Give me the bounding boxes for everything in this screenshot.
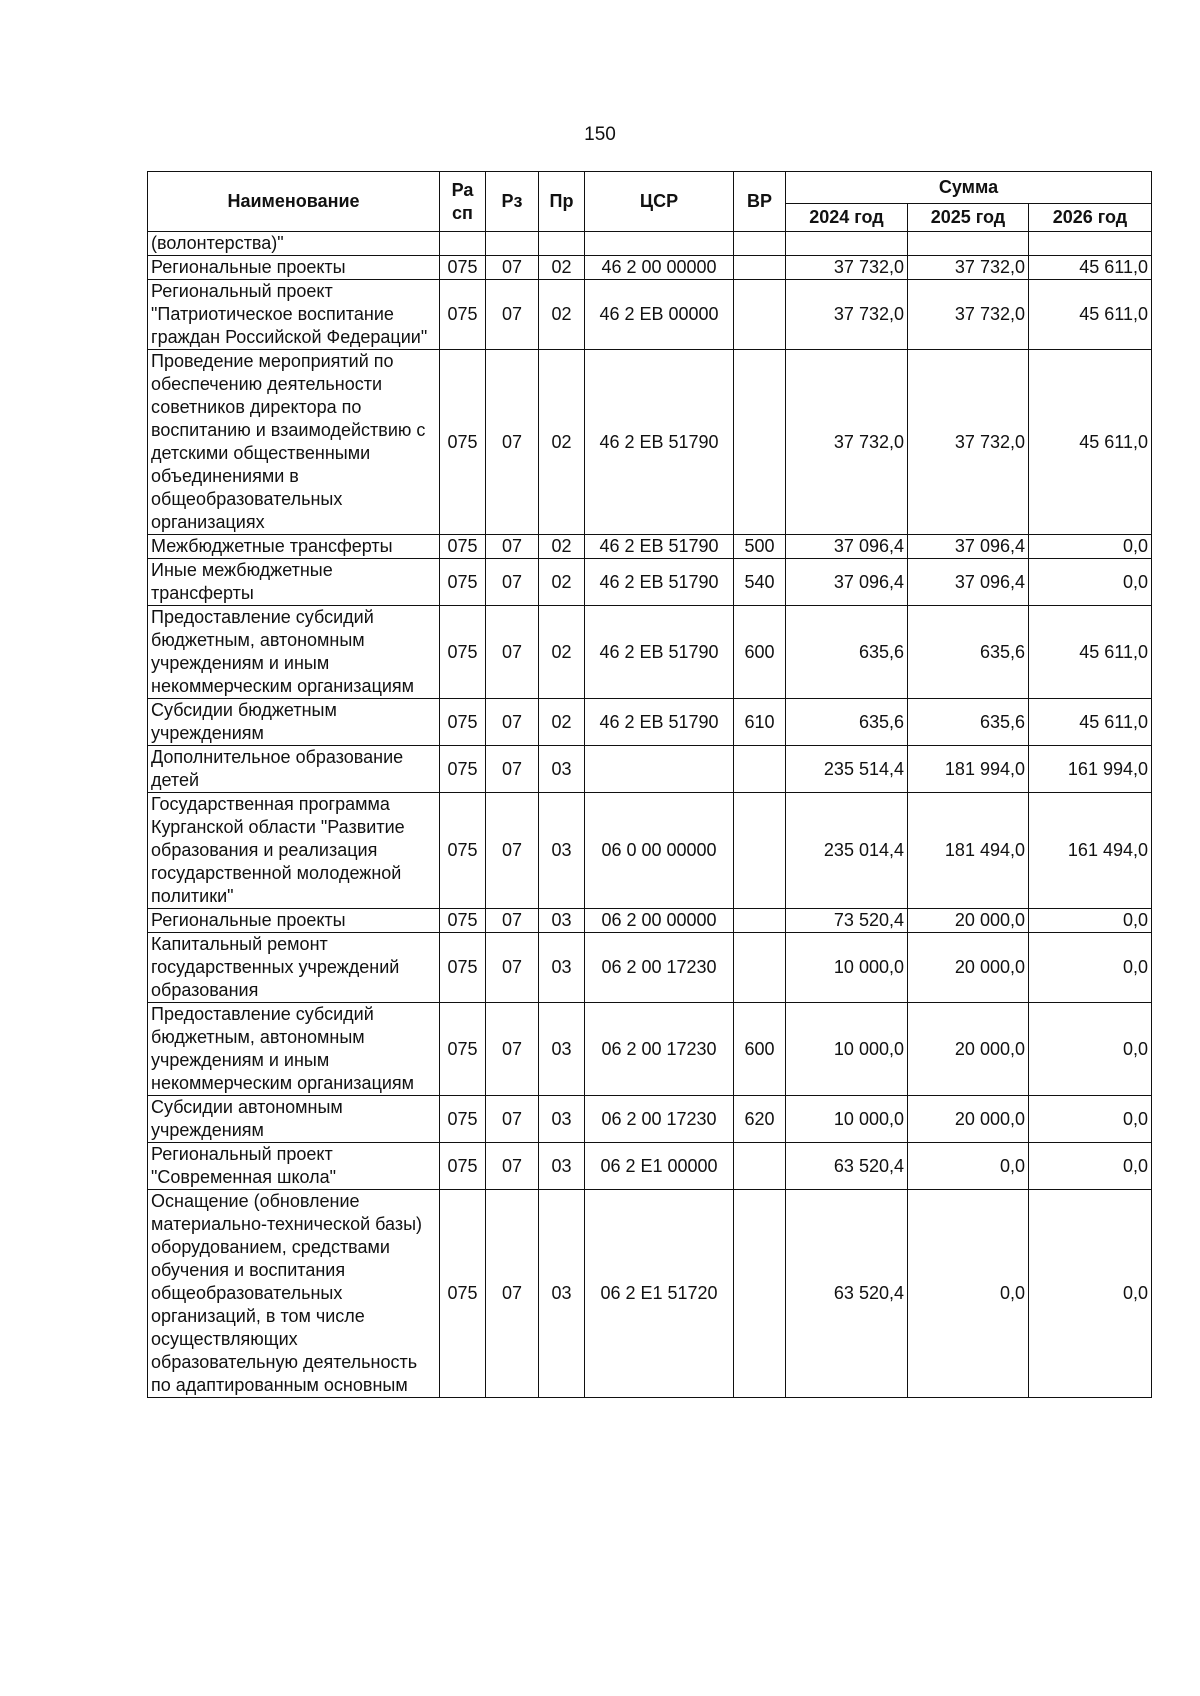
cell-vr: 620 <box>734 1096 786 1143</box>
cell-vr <box>734 232 786 256</box>
cell-vr: 600 <box>734 606 786 699</box>
cell-pr: 02 <box>539 256 585 280</box>
header-2024: 2024 год <box>786 204 908 232</box>
cell-rasp: 075 <box>440 746 486 793</box>
cell-rasp: 075 <box>440 535 486 559</box>
cell-2026: 0,0 <box>1029 1143 1152 1190</box>
cell-2026: 0,0 <box>1029 909 1152 933</box>
cell-name: Проведение мероприятий по обеспечению деятельности советников директора по воспитанию и взаимодействию с детскими общественными объединениями в общеобразовательных организациях <box>148 350 440 535</box>
cell-name: Оснащение (обновление материально-технической базы) оборудованием, средствами обучения и воспитания общеобразовательных организаций, в том числе осуществляющих образовательную деятельность по адаптированным основным <box>148 1190 440 1398</box>
cell-name: Капитальный ремонт государственных учреждений образования <box>148 933 440 1003</box>
cell-rz: 07 <box>486 350 539 535</box>
cell-2025: 181 994,0 <box>908 746 1029 793</box>
cell-csr <box>585 746 734 793</box>
cell-vr <box>734 746 786 793</box>
cell-2026: 161 994,0 <box>1029 746 1152 793</box>
table-row <box>148 909 1152 933</box>
cell-rasp: 075 <box>440 909 486 933</box>
cell-rz: 07 <box>486 699 539 746</box>
cell-2025: 0,0 <box>908 1190 1029 1398</box>
cell-csr: 46 2 EB 00000 <box>585 280 734 350</box>
cell-pr: 02 <box>539 699 585 746</box>
cell-name: Региональные проекты <box>148 909 440 933</box>
cell-csr: 06 2 00 17230 <box>585 1003 734 1096</box>
cell-2025: 20 000,0 <box>908 909 1029 933</box>
table-row <box>148 1190 1152 1398</box>
cell-2024: 635,6 <box>786 699 908 746</box>
cell-rz: 07 <box>486 280 539 350</box>
cell-vr: 600 <box>734 1003 786 1096</box>
cell-rasp: 075 <box>440 793 486 909</box>
header-row-top <box>148 172 1152 204</box>
cell-2024: 10 000,0 <box>786 933 908 1003</box>
cell-rz: 07 <box>486 933 539 1003</box>
cell-pr: 02 <box>539 280 585 350</box>
cell-2025: 181 494,0 <box>908 793 1029 909</box>
table-row <box>148 256 1152 280</box>
page-number: 150 <box>584 124 616 145</box>
table-row <box>148 793 1152 909</box>
cell-vr: 540 <box>734 559 786 606</box>
cell-name: Межбюджетные трансферты <box>148 535 440 559</box>
table-row <box>148 606 1152 699</box>
cell-2024: 37 732,0 <box>786 280 908 350</box>
cell-rz: 07 <box>486 606 539 699</box>
cell-2024: 10 000,0 <box>786 1096 908 1143</box>
table-row <box>148 933 1152 1003</box>
cell-rz: 07 <box>486 746 539 793</box>
header-2025: 2025 год <box>908 204 1029 232</box>
cell-2024: 635,6 <box>786 606 908 699</box>
cell-name: Предоставление субсидий бюджетным, автономным учреждениям и иным некоммерческим организациям <box>148 606 440 699</box>
cell-2024: 10 000,0 <box>786 1003 908 1096</box>
cell-csr <box>585 232 734 256</box>
cell-2025: 37 732,0 <box>908 350 1029 535</box>
cell-rz: 07 <box>486 909 539 933</box>
cell-vr <box>734 1143 786 1190</box>
cell-pr: 03 <box>539 909 585 933</box>
cell-name: Региональный проект "Современная школа" <box>148 1143 440 1190</box>
cell-2024: 37 732,0 <box>786 350 908 535</box>
table-row <box>148 699 1152 746</box>
cell-name: Субсидии автономным учреждениям <box>148 1096 440 1143</box>
cell-vr: 500 <box>734 535 786 559</box>
cell-rasp: 075 <box>440 933 486 1003</box>
cell-2024: 63 520,4 <box>786 1190 908 1398</box>
cell-rasp <box>440 232 486 256</box>
cell-vr <box>734 793 786 909</box>
cell-2025: 37 732,0 <box>908 280 1029 350</box>
cell-2025: 0,0 <box>908 1143 1029 1190</box>
cell-name: Региональные проекты <box>148 256 440 280</box>
cell-rasp: 075 <box>440 559 486 606</box>
cell-2024: 37 732,0 <box>786 256 908 280</box>
cell-name: Региональный проект "Патриотическое воспитание граждан Российской Федерации" <box>148 280 440 350</box>
cell-vr <box>734 909 786 933</box>
cell-rasp: 075 <box>440 280 486 350</box>
cell-2024: 235 014,4 <box>786 793 908 909</box>
cell-csr: 46 2 EB 51790 <box>585 606 734 699</box>
cell-2026: 45 611,0 <box>1029 699 1152 746</box>
cell-rz: 07 <box>486 793 539 909</box>
cell-2025: 20 000,0 <box>908 933 1029 1003</box>
cell-csr: 06 2 00 17230 <box>585 1096 734 1143</box>
cell-2025: 37 096,4 <box>908 559 1029 606</box>
header-vr: ВР <box>734 172 786 232</box>
table-row <box>148 1003 1152 1096</box>
cell-2024: 37 096,4 <box>786 535 908 559</box>
cell-2026 <box>1029 232 1152 256</box>
table-row <box>148 559 1152 606</box>
cell-pr: 02 <box>539 559 585 606</box>
cell-pr: 03 <box>539 746 585 793</box>
cell-2024 <box>786 232 908 256</box>
header-rz: Рз <box>486 172 539 232</box>
cell-vr: 610 <box>734 699 786 746</box>
cell-rasp: 075 <box>440 1096 486 1143</box>
cell-csr: 46 2 00 00000 <box>585 256 734 280</box>
cell-csr: 06 0 00 00000 <box>585 793 734 909</box>
cell-2026: 0,0 <box>1029 933 1152 1003</box>
cell-pr: 03 <box>539 1003 585 1096</box>
cell-vr <box>734 256 786 280</box>
cell-vr <box>734 933 786 1003</box>
cell-pr: 02 <box>539 535 585 559</box>
cell-pr <box>539 232 585 256</box>
cell-2026: 45 611,0 <box>1029 606 1152 699</box>
cell-csr: 06 2 00 00000 <box>585 909 734 933</box>
header-rasp: Ра сп <box>440 172 486 232</box>
cell-rz: 07 <box>486 1190 539 1398</box>
header-sum: Сумма <box>786 172 1152 204</box>
table-row <box>148 746 1152 793</box>
cell-name: Иные межбюджетные трансферты <box>148 559 440 606</box>
cell-rasp: 075 <box>440 256 486 280</box>
cell-2025: 37 732,0 <box>908 256 1029 280</box>
cell-rasp: 075 <box>440 606 486 699</box>
cell-name: (волонтерства)" <box>148 232 440 256</box>
budget-table <box>147 171 1152 1398</box>
header-name: Наименование <box>148 172 440 232</box>
cell-2025: 20 000,0 <box>908 1003 1029 1096</box>
table-row <box>148 232 1152 256</box>
cell-rz: 07 <box>486 1143 539 1190</box>
cell-csr: 06 2 E1 00000 <box>585 1143 734 1190</box>
cell-pr: 02 <box>539 606 585 699</box>
cell-rz: 07 <box>486 535 539 559</box>
header-2026: 2026 год <box>1029 204 1152 232</box>
cell-2025: 635,6 <box>908 699 1029 746</box>
cell-name: Дополнительное образование детей <box>148 746 440 793</box>
cell-name: Государственная программа Курганской области "Развитие образования и реализация государственной молодежной политики" <box>148 793 440 909</box>
cell-rasp: 075 <box>440 350 486 535</box>
header-pr: Пр <box>539 172 585 232</box>
cell-csr: 46 2 EB 51790 <box>585 559 734 606</box>
table-row <box>148 1143 1152 1190</box>
cell-2025: 635,6 <box>908 606 1029 699</box>
cell-csr: 46 2 EB 51790 <box>585 535 734 559</box>
cell-rz <box>486 232 539 256</box>
table-row <box>148 350 1152 535</box>
cell-rasp: 075 <box>440 699 486 746</box>
header-csr: ЦСР <box>585 172 734 232</box>
cell-csr: 46 2 EB 51790 <box>585 699 734 746</box>
table-row <box>148 1096 1152 1143</box>
table-row <box>148 535 1152 559</box>
cell-2026: 0,0 <box>1029 535 1152 559</box>
cell-pr: 03 <box>539 1190 585 1398</box>
cell-rz: 07 <box>486 1003 539 1096</box>
cell-2024: 235 514,4 <box>786 746 908 793</box>
cell-pr: 03 <box>539 1096 585 1143</box>
table-row <box>148 280 1152 350</box>
cell-rz: 07 <box>486 559 539 606</box>
cell-rasp: 075 <box>440 1190 486 1398</box>
cell-2025: 37 096,4 <box>908 535 1029 559</box>
cell-pr: 03 <box>539 793 585 909</box>
cell-vr <box>734 1190 786 1398</box>
cell-vr <box>734 350 786 535</box>
cell-pr: 03 <box>539 1143 585 1190</box>
cell-2026: 0,0 <box>1029 1190 1152 1398</box>
cell-vr <box>734 280 786 350</box>
cell-rz: 07 <box>486 256 539 280</box>
cell-2026: 0,0 <box>1029 1003 1152 1096</box>
cell-pr: 02 <box>539 350 585 535</box>
cell-name: Предоставление субсидий бюджетным, автономным учреждениям и иным некоммерческим организациям <box>148 1003 440 1096</box>
cell-csr: 06 2 00 17230 <box>585 933 734 1003</box>
cell-2026: 45 611,0 <box>1029 350 1152 535</box>
cell-2024: 73 520,4 <box>786 909 908 933</box>
cell-2024: 37 096,4 <box>786 559 908 606</box>
cell-2024: 63 520,4 <box>786 1143 908 1190</box>
cell-2025: 20 000,0 <box>908 1096 1029 1143</box>
cell-name: Субсидии бюджетным учреждениям <box>148 699 440 746</box>
cell-2026: 0,0 <box>1029 1096 1152 1143</box>
cell-csr: 46 2 EB 51790 <box>585 350 734 535</box>
cell-2026: 0,0 <box>1029 559 1152 606</box>
cell-2026: 161 494,0 <box>1029 793 1152 909</box>
cell-2025 <box>908 232 1029 256</box>
cell-2026: 45 611,0 <box>1029 256 1152 280</box>
cell-rasp: 075 <box>440 1143 486 1190</box>
cell-rz: 07 <box>486 1096 539 1143</box>
cell-rasp: 075 <box>440 1003 486 1096</box>
cell-2026: 45 611,0 <box>1029 280 1152 350</box>
cell-csr: 06 2 E1 51720 <box>585 1190 734 1398</box>
cell-pr: 03 <box>539 933 585 1003</box>
